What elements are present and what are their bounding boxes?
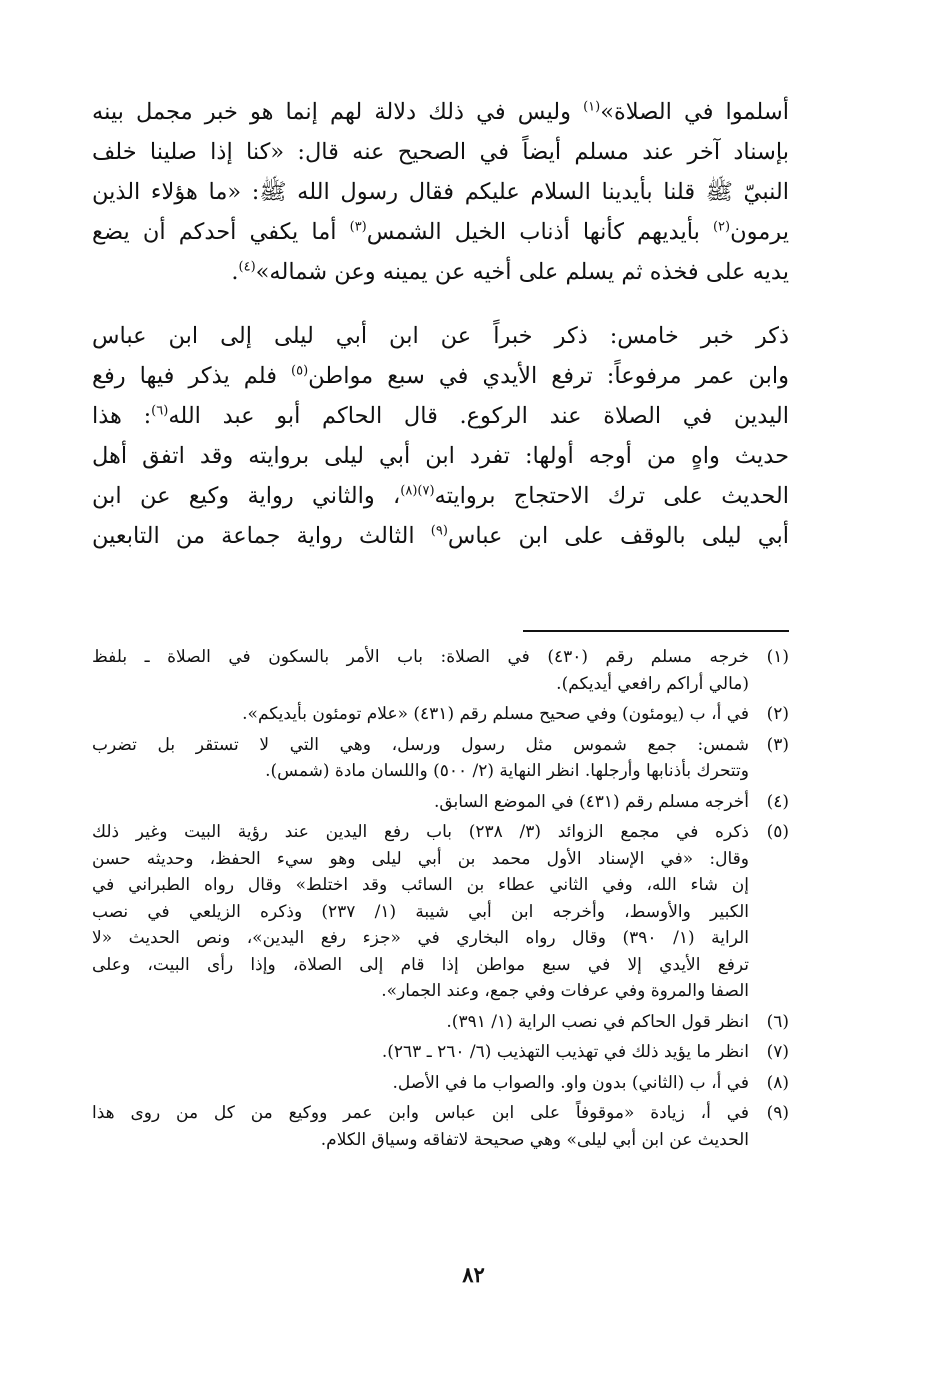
text-line — [92, 212, 789, 252]
text-line: النبيّ ﷺ قلنا بأيدينا السلام عليكم فقال رسول الله ﷺ: «ما هؤلاء الذين — [92, 179, 789, 205]
footnote-ref-7-8: (٧)(٨) — [400, 483, 435, 499]
footnote-line: في أ، ب (يومئون) وفي صحيح مسلم رقم (٤٣١) «علام تومئون بأيديكم». — [242, 704, 749, 724]
footnote-line: ترفع الأيدي إلا في سبع مواطن إذا قام إلى الصلاة، وإذا رأى البيت، وعلى — [92, 954, 749, 975]
footnote-4 — [92, 789, 789, 816]
text-run: فلم يذكر فيها رفع — [92, 363, 292, 389]
footnote-line: في أ، ب (الثاني) بدون واو. والصواب ما في الأصل. — [392, 1072, 749, 1093]
footnote-text — [92, 819, 749, 1005]
footnote-line: انظر ما يؤيد ذلك في تهذيب التهذيب (٦/ ٢٦٠ ـ ٢٦٣). — [381, 1042, 749, 1062]
footnote-text — [92, 732, 749, 785]
text-run: وابن عمر مرفوعاً: ترفع الأيدي في سبع مواطن — [308, 363, 789, 389]
text-run: أسلموا في الصلاة» — [600, 99, 789, 125]
footnote-line: (مالي أراكم رافعي أيديكم). — [556, 673, 749, 694]
text-line — [92, 396, 789, 436]
page-number: ٨٢ — [462, 1262, 485, 1287]
footnote-line: في أ، زيادة «موقوفاً على ابن عباس وابن عمر ووكيع من كل من روى هذا — [92, 1103, 749, 1123]
footnote-line: شمس: جمع شموس مثل رسول ورسل، وهي التي لا تستقر بل تضرب — [92, 734, 749, 755]
text-run: اليدين في الصلاة عند الركوع. قال الحاكم أبو عبد الله — [168, 403, 789, 429]
footnote-text — [92, 701, 749, 728]
footnote-text — [92, 1070, 749, 1097]
text-line — [92, 516, 789, 556]
footnote-number: (٢) — [766, 704, 789, 724]
footnote-text — [92, 1100, 749, 1153]
text-run: الحديث على ترك الاحتجاج بروايته — [434, 483, 789, 509]
footnote-number: (١) — [766, 647, 789, 667]
text-run: أما يكفي أحدكم أن يضع — [92, 219, 350, 245]
footnote-text — [92, 644, 749, 697]
text-run: يرمون — [730, 219, 789, 245]
footnote-7 — [92, 1039, 789, 1066]
text-run: الثالث رواية جماعة من التابعين — [92, 523, 431, 549]
text-run: . — [231, 259, 239, 285]
footnote-2 — [92, 701, 789, 728]
footnote-ref-4: (٤) — [238, 259, 256, 275]
footnote-line: الصفا والمروة وفي عرفات وفي جمع، وعند الجمار». — [381, 981, 749, 1001]
footnote-ref-9: (٩) — [430, 523, 448, 539]
main-paragraph-2 — [92, 316, 789, 556]
footnote-ref-2: (٢) — [712, 219, 731, 235]
footnote-number: (٩) — [766, 1103, 789, 1123]
text-line — [92, 92, 789, 132]
footnote-line: وقال: «في الإسناد الأول محمد بن أبي ليلى وهو سيء الحفظ، وحديثه حسن — [92, 848, 749, 869]
text-run: وليس في ذلك دلالة لهم إنما هو خبر مجمل بينه — [92, 99, 584, 125]
footnote-text — [92, 1039, 749, 1066]
footnote-number: (٤) — [766, 791, 789, 812]
footnote-line: خرجه مسلم رقم (٤٣٠) في الصلاة: باب الأمر بالسكون في الصلاة ـ بلفظ — [92, 647, 749, 667]
text-line: حديث واهٍ من أوجه أولها: تفرد ابن أبي ليلى بروايته وقد اتفق أهل — [92, 443, 789, 469]
book-page — [92, 92, 789, 1150]
footnote-number: (٣) — [766, 734, 789, 755]
footnote-ref-1: (١) — [583, 99, 601, 115]
footnote-number: (٥) — [766, 822, 789, 842]
footnote-line: أخرجه مسلم رقم (٤٣١) في الموضع السابق. — [433, 791, 749, 812]
footnote-text — [92, 789, 749, 816]
footnote-8 — [92, 1070, 789, 1097]
footnote-5 — [92, 819, 789, 1005]
footnote-ref-3: (٣) — [349, 219, 367, 235]
text-run: ، والثاني رواية وكيع عن ابن — [92, 483, 401, 509]
footnote-9 — [92, 1100, 789, 1153]
footnote-line: الراية (١/ ٣٩٠) وقال رواه البخاري في «جزء رفع اليدين»، ونص الحديث «لا — [92, 928, 750, 948]
text-line — [92, 252, 789, 292]
footnote-ref-6: (٦) — [151, 403, 169, 419]
text-run: : هذا — [92, 403, 152, 429]
text-line: ذكر خبر خامس: ذكر خبراً عن ابن أبي ليلى إلى ابن عباس — [92, 323, 789, 349]
footnote-6 — [92, 1009, 789, 1036]
footnote-number: (٧) — [766, 1042, 789, 1062]
footnote-line: ذكره في مجمع الزوائد (٣/ ٢٣٨) باب رفع اليدين عند رؤية البيت وغير ذلك — [92, 822, 749, 842]
footnote-ref-5: (٥) — [291, 363, 309, 379]
footnotes-section — [92, 644, 789, 1157]
footnote-number: (٨) — [766, 1072, 789, 1093]
footnote-line: انظر قول الحاكم في نصب الراية (١/ ٣٩١). — [446, 1011, 749, 1032]
footnote-line: الكبير والأوسط، وأخرجه ابن أبي شيبة (١/ ٢٣٧) وذكره الزيلعي في نصب — [92, 901, 749, 922]
footnote-3 — [92, 732, 789, 785]
text-line — [92, 476, 789, 516]
text-line — [92, 356, 789, 396]
text-run: يديه على فخذه ثم يسلم على أخيه عن يمينه وعن شماله» — [255, 259, 789, 285]
footnote-line: الحديث عن ابن أبي ليلى» وهي صحيحة لاتفاقه وسياق الكلام. — [320, 1129, 749, 1150]
footnote-separator-rule — [523, 630, 789, 632]
footnote-text — [92, 1009, 749, 1036]
main-paragraph-1 — [92, 92, 789, 292]
footnote-line: وتتحرك بأذنابها وأرجلها. انظر النهاية (٢/ ٥٠٠) واللسان مادة (شمس). — [265, 761, 749, 781]
footnote-line: إن شاء الله، وفي الثاني عطاء بن السائب وقد اختلط» وقال رواه الطبراني في — [92, 875, 749, 895]
text-line: بإسناد آخر عند مسلم أيضاً في الصحيح عنه قال: «كنا إذا صلينا خلف — [92, 139, 789, 165]
text-run: أبي ليلى بالوقف على ابن عباس — [447, 523, 789, 549]
footnote-number: (٦) — [766, 1011, 789, 1032]
footnote-1 — [92, 644, 789, 697]
text-run: بأيديهم كأنها أذناب الخيل الشمس — [366, 219, 713, 245]
